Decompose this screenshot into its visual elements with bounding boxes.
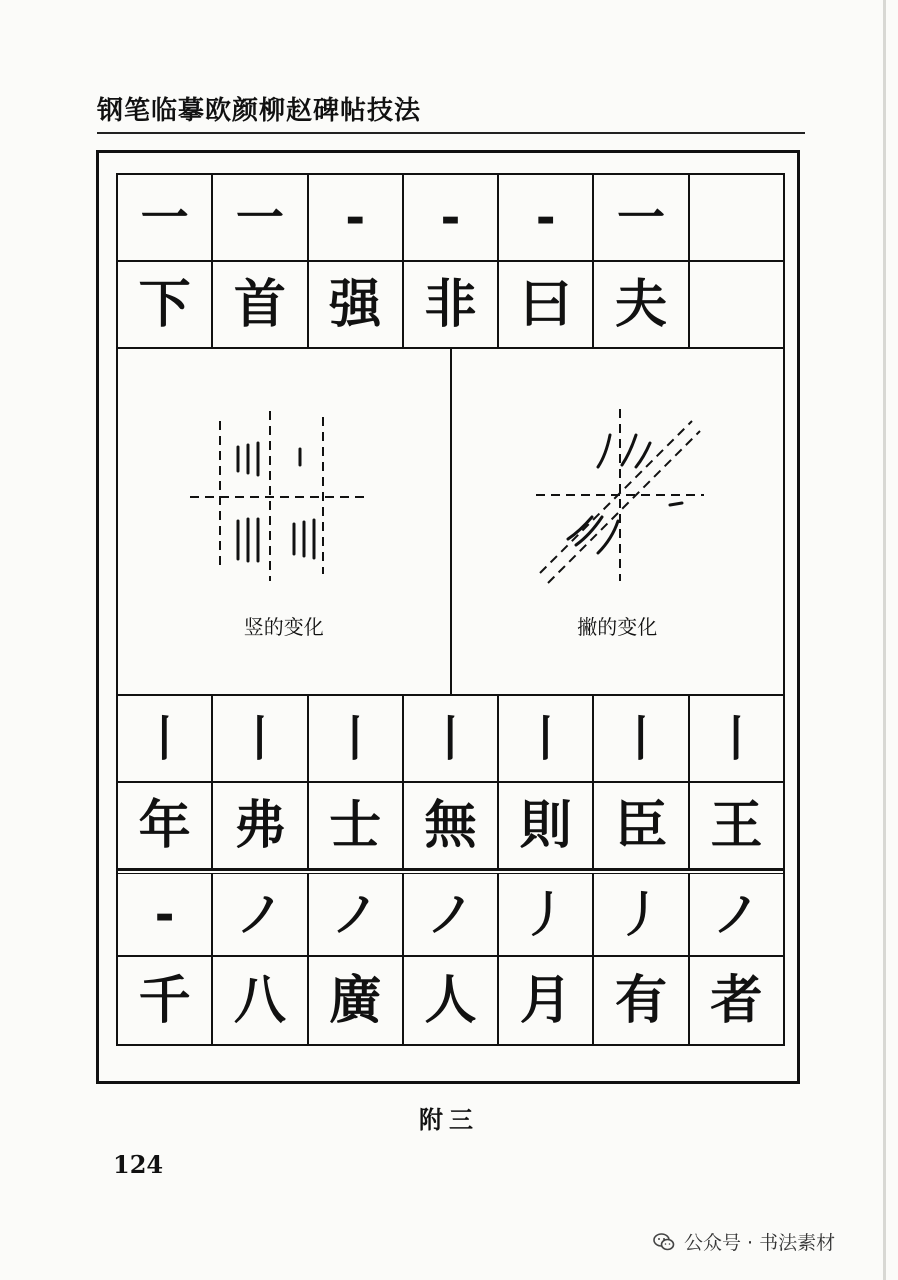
table-cell bbox=[499, 874, 594, 955]
stroke-sample: - bbox=[345, 189, 366, 246]
table-cell bbox=[594, 783, 689, 868]
watermark-text: 公众号 · 书法素材 bbox=[684, 1232, 836, 1254]
table-cell bbox=[499, 696, 594, 781]
table-cell bbox=[118, 957, 213, 1044]
table-cell bbox=[309, 957, 404, 1044]
example-character: 王 bbox=[710, 794, 763, 856]
stroke-sample: 丨 bbox=[140, 710, 189, 767]
example-character: 年 bbox=[138, 794, 191, 856]
left-falling-variation-figure bbox=[452, 349, 786, 694]
diagram-row bbox=[118, 349, 783, 696]
example-character: 首 bbox=[233, 273, 286, 335]
table-cell bbox=[118, 696, 213, 781]
table-cell bbox=[118, 874, 213, 955]
stroke-sample: 一 bbox=[617, 189, 666, 246]
left-falling-stroke-row bbox=[118, 870, 783, 957]
left-falling-diagram-caption: 撇的变化 bbox=[577, 615, 658, 639]
table-cell bbox=[118, 175, 213, 260]
appendix-label: 附三 bbox=[419, 1105, 479, 1134]
table-cell bbox=[118, 783, 213, 868]
example-character: 下 bbox=[138, 273, 191, 335]
table-cell bbox=[690, 783, 783, 868]
example-character: 有 bbox=[615, 969, 668, 1031]
vertical-example-row bbox=[118, 783, 783, 870]
stroke-sample: ノ bbox=[426, 886, 475, 943]
stroke-sample: 丿 bbox=[521, 886, 570, 943]
horizontal-example-row bbox=[118, 262, 783, 349]
stroke-sample: ノ bbox=[712, 886, 761, 943]
table-cell bbox=[213, 957, 308, 1044]
example-character: 無 bbox=[424, 794, 477, 856]
table-cell bbox=[499, 783, 594, 868]
stroke-sample: ノ bbox=[235, 886, 284, 943]
table-cell bbox=[690, 262, 783, 347]
page-edge bbox=[883, 0, 886, 1280]
watermark bbox=[652, 1228, 835, 1255]
table-cell bbox=[213, 262, 308, 347]
table-cell bbox=[690, 957, 783, 1044]
table-cell bbox=[213, 696, 308, 781]
stroke-table bbox=[116, 173, 785, 1046]
table-cell bbox=[309, 175, 404, 260]
table-cell bbox=[499, 262, 594, 347]
example-character: 千 bbox=[138, 969, 191, 1031]
stroke-sample: - bbox=[440, 189, 461, 246]
stroke-sample: - bbox=[154, 886, 175, 943]
left-falling-stroke-diagram bbox=[452, 349, 784, 694]
stroke-sample: 丨 bbox=[712, 710, 761, 767]
example-character: 曰 bbox=[519, 273, 572, 335]
table-cell bbox=[404, 175, 499, 260]
stroke-sample: ノ bbox=[331, 886, 380, 943]
stroke-sample: - bbox=[535, 189, 556, 246]
left-falling-example-row bbox=[118, 957, 783, 1044]
table-cell bbox=[213, 783, 308, 868]
vertical-diagram-caption: 竖的变化 bbox=[243, 615, 324, 639]
example-character: 夫 bbox=[615, 273, 668, 335]
stroke-sample: 丿 bbox=[617, 886, 666, 943]
example-character: 人 bbox=[424, 969, 477, 1031]
example-character: 非 bbox=[424, 273, 477, 335]
table-cell bbox=[404, 874, 499, 955]
page-number: 124 bbox=[113, 1150, 164, 1179]
stroke-sample: 丨 bbox=[235, 710, 284, 767]
stroke-sample: 一 bbox=[235, 189, 284, 246]
example-character: 弗 bbox=[233, 794, 286, 856]
table-cell bbox=[404, 957, 499, 1044]
stroke-sample: 一 bbox=[140, 189, 189, 246]
example-character: 臣 bbox=[615, 794, 668, 856]
table-cell bbox=[309, 874, 404, 955]
table-cell bbox=[309, 262, 404, 347]
vertical-stroke-row bbox=[118, 696, 783, 783]
table-cell bbox=[690, 874, 783, 955]
vertical-variation-figure bbox=[118, 349, 449, 694]
table-cell bbox=[499, 957, 594, 1044]
table-cell bbox=[594, 262, 689, 347]
example-character: 則 bbox=[519, 794, 572, 856]
example-character: 士 bbox=[329, 794, 382, 856]
table-cell bbox=[499, 175, 594, 260]
table-cell bbox=[404, 696, 499, 781]
example-character: 八 bbox=[233, 969, 286, 1031]
table-cell bbox=[690, 696, 783, 781]
table-cell bbox=[404, 262, 499, 347]
table-cell bbox=[213, 175, 308, 260]
stroke-sample: 丨 bbox=[521, 710, 570, 767]
table-cell bbox=[309, 696, 404, 781]
horizontal-stroke-row bbox=[118, 175, 783, 262]
vertical-stroke-diagram bbox=[118, 349, 452, 694]
example-character: 者 bbox=[710, 969, 763, 1031]
stroke-sample: 丨 bbox=[617, 710, 666, 767]
stroke-sample: 丨 bbox=[426, 710, 475, 767]
table-cell bbox=[213, 874, 308, 955]
table-cell bbox=[594, 874, 689, 955]
wechat-icon bbox=[652, 1230, 676, 1254]
stroke-sample: 丨 bbox=[331, 710, 380, 767]
table-cell bbox=[594, 696, 689, 781]
table-cell bbox=[309, 783, 404, 868]
table-cell bbox=[118, 262, 213, 347]
header-rule bbox=[97, 132, 805, 134]
example-character: 月 bbox=[519, 969, 572, 1031]
example-character: 廣 bbox=[329, 969, 382, 1031]
table-cell bbox=[594, 175, 689, 260]
book-title: 钢笔临摹欧颜柳赵碑帖技法 bbox=[97, 96, 422, 126]
table-cell bbox=[404, 783, 499, 868]
table-cell bbox=[690, 175, 783, 260]
table-cell bbox=[594, 957, 689, 1044]
example-character: 强 bbox=[329, 273, 382, 335]
